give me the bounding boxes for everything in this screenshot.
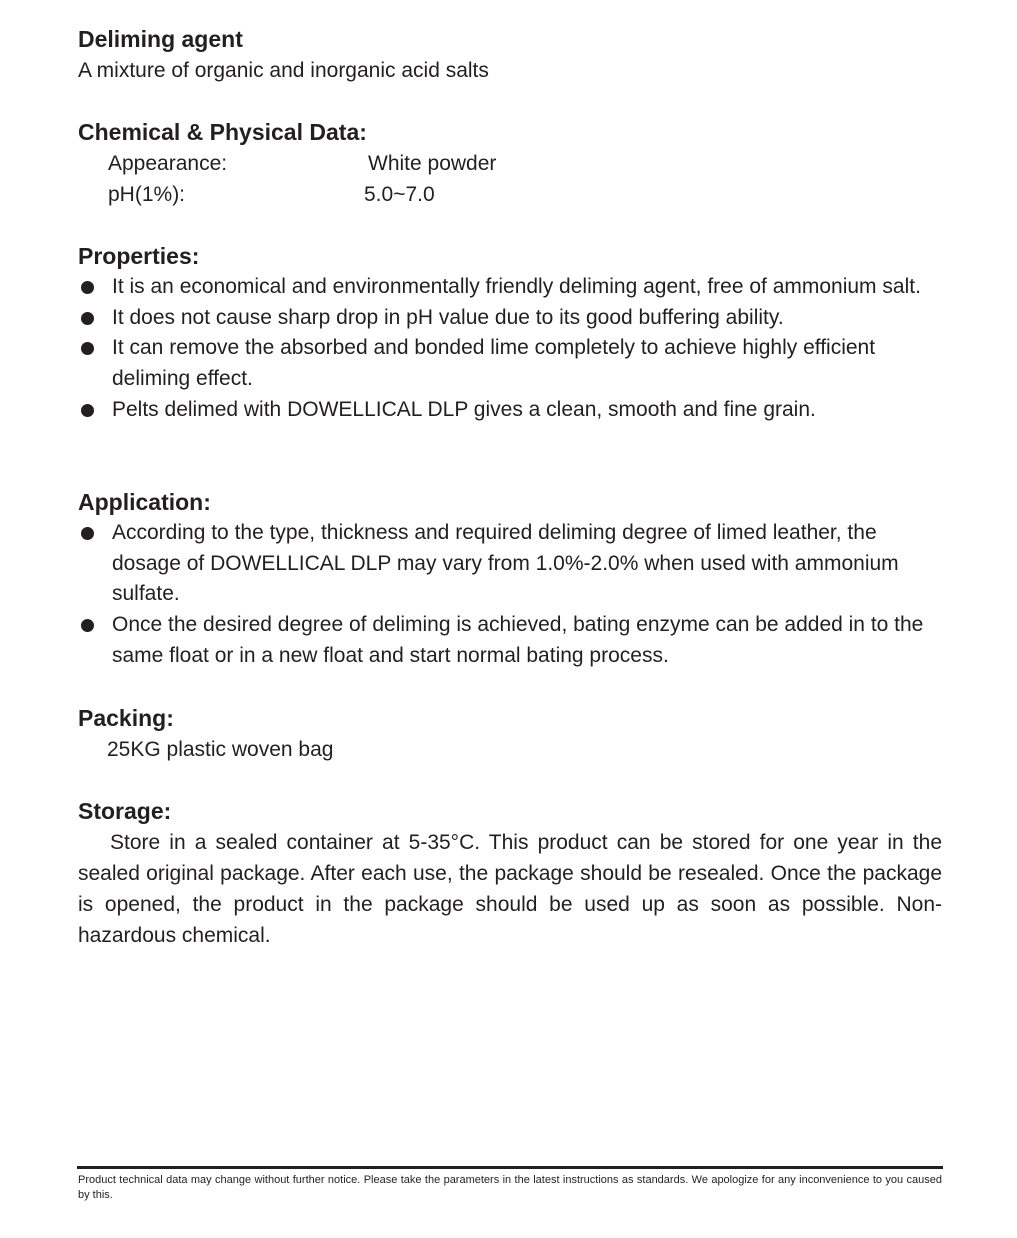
list-item: It can remove the absorbed and bonded lime completely to achieve highly efficient deliming effect. xyxy=(78,333,942,394)
properties-list xyxy=(78,272,942,426)
footer-divider xyxy=(77,1166,943,1169)
application-list xyxy=(78,518,942,672)
bullet-icon xyxy=(81,619,94,632)
application-section xyxy=(78,487,942,672)
bullet-icon xyxy=(81,312,94,325)
appearance-row xyxy=(78,148,942,179)
packing-heading: Packing: xyxy=(78,705,174,731)
appearance-value: White powder xyxy=(368,152,497,175)
product-subtitle: A mixture of organic and inorganic acid salts xyxy=(78,59,489,82)
footer-disclaimer: Product technical data may change without further notice. Please take the parameters in the latest instructions as standards. We apologize for any inconvenience to you caused by this. xyxy=(78,1174,942,1201)
ph-label: pH(1%): xyxy=(108,183,186,206)
list-item: According to the type, thickness and required deliming degree of limed leather, the dosage of DOWELLICAL DLP may vary from 1.0%-2.0% when used with ammonium sulfate. xyxy=(78,518,942,610)
appearance-label: Appearance: xyxy=(108,152,228,175)
list-item: Pelts delimed with DOWELLICAL DLP gives a clean, smooth and fine grain. xyxy=(78,395,942,426)
storage-section xyxy=(78,796,942,951)
properties-heading: Properties: xyxy=(78,243,200,269)
packing-section xyxy=(78,703,942,765)
list-item: It does not cause sharp drop in pH value due to its good buffering ability. xyxy=(78,303,942,334)
list-item: Once the desired degree of deliming is achieved, bating enzyme can be added in to the same float or in a new float and start normal bating process. xyxy=(78,610,942,671)
product-header xyxy=(78,24,942,86)
bullet-icon xyxy=(81,404,94,417)
chemical-heading: Chemical & Physical Data: xyxy=(78,119,367,145)
properties-section xyxy=(78,241,942,426)
storage-text: Store in a sealed container at 5-35°C. This product can be stored for one year in the sealed original package. After each use, the package should be resealed. Once the package is opened, the product in the package should be used up as soon as possible. Non-hazardous chemical. xyxy=(78,831,942,947)
list-item: It is an economical and environmentally friendly deliming agent, free of ammonium salt. xyxy=(78,272,942,303)
packing-text: 25KG plastic woven bag xyxy=(107,738,334,761)
storage-heading: Storage: xyxy=(78,798,172,824)
bullet-icon xyxy=(81,342,94,355)
product-title: Deliming agent xyxy=(78,26,243,52)
bullet-icon xyxy=(81,281,94,294)
chemical-section xyxy=(78,117,942,210)
application-heading: Application: xyxy=(78,489,211,515)
ph-value: 5.0~7.0 xyxy=(364,183,435,206)
bullet-icon xyxy=(81,527,94,540)
ph-row xyxy=(78,179,942,210)
